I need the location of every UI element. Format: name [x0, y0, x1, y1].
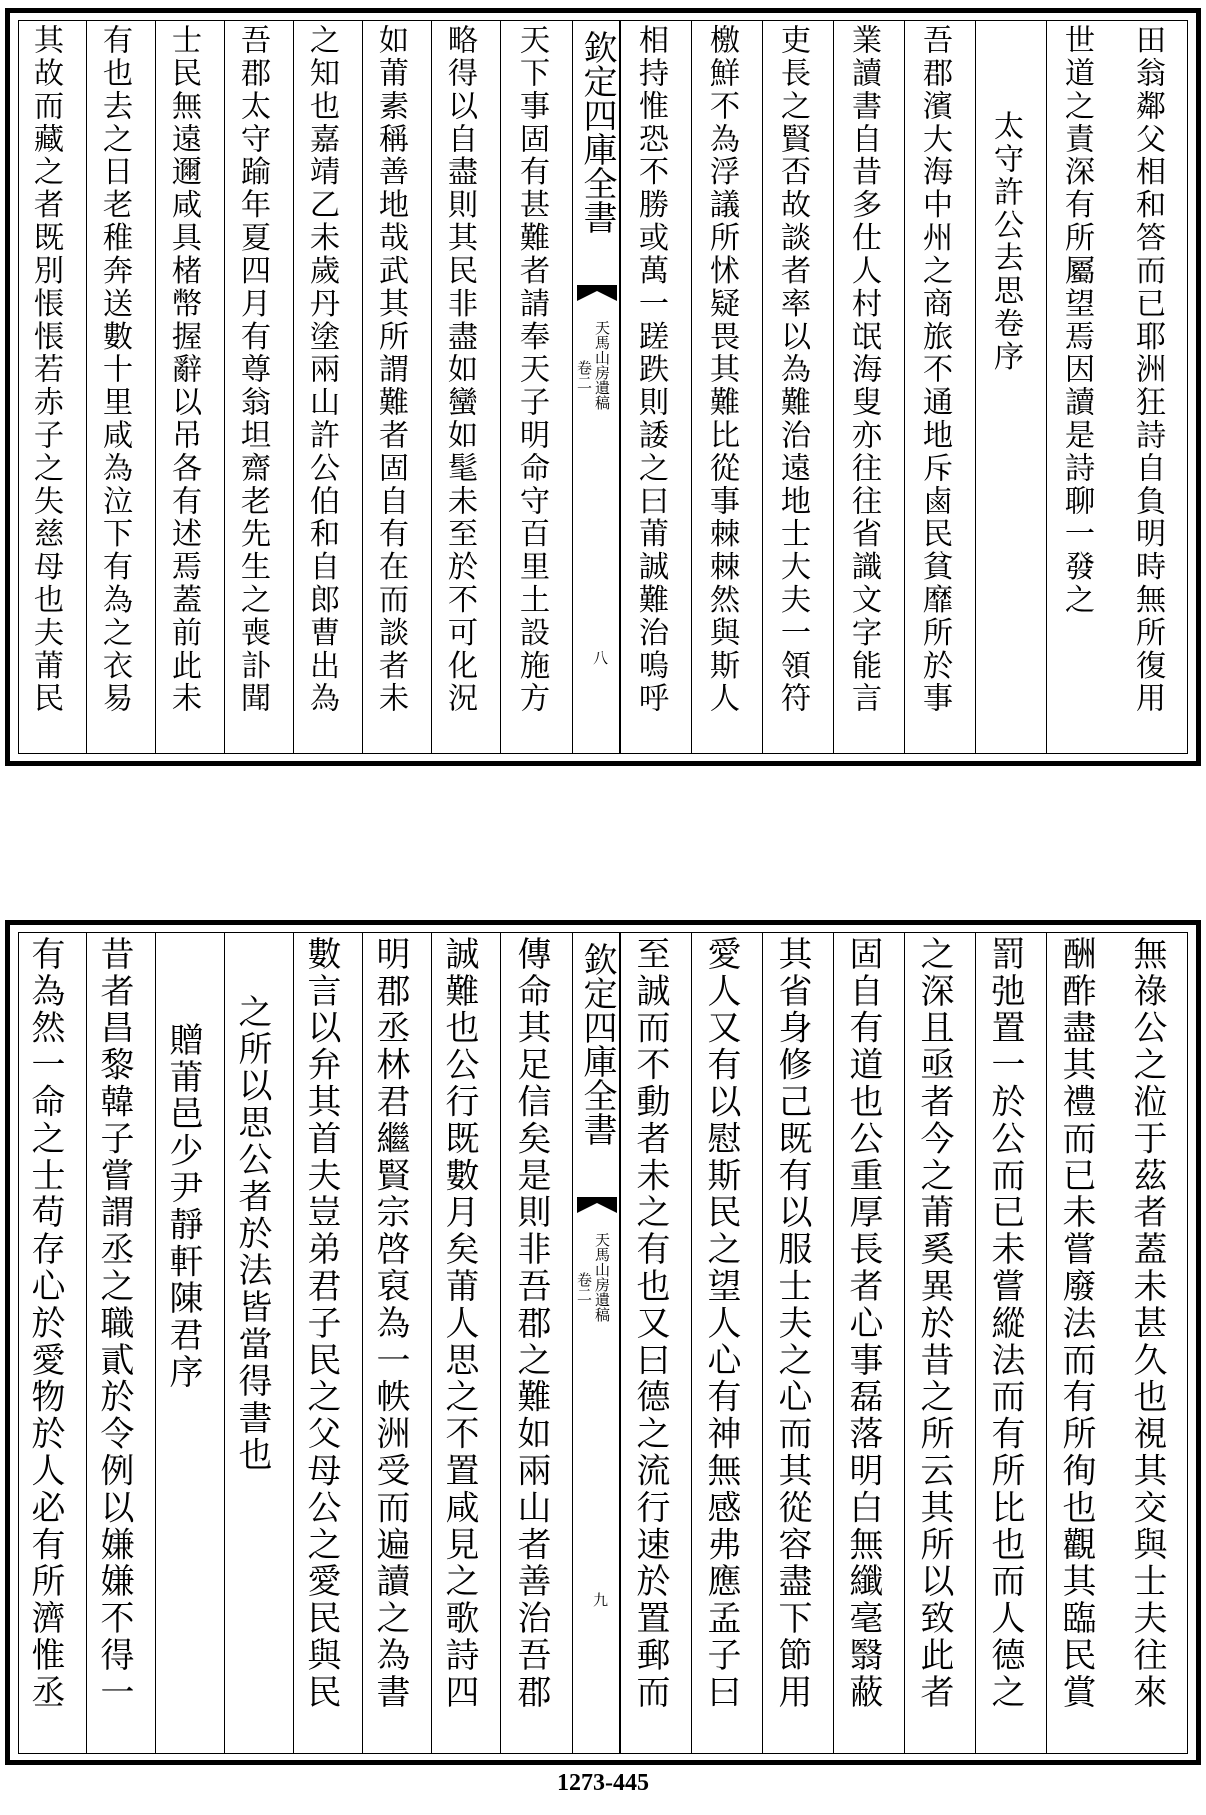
bottom-center-fold	[572, 932, 620, 1754]
bottom-center-page: 九	[591, 1592, 609, 1607]
top-col-r1: 田翁鄰父相和答而已耶洲狂詩自負明時無所復用	[1130, 24, 1165, 715]
bottom-center-title: 欽定四庫全書	[577, 942, 617, 1146]
bottom-center-book: 天馬山房遺稿	[593, 1232, 611, 1322]
top-section-title: 太守許公去思卷序	[975, 20, 1046, 754]
top-col-l5: 吾郡太守踰年夏四月有尊翁坦齋老先生之喪訃聞	[224, 20, 293, 754]
top-col-r5: 業讀書自昔多仕人村氓海叟亦往往省識文字能言	[833, 20, 904, 754]
bottom-col-l7: 昔者昌黎韓子嘗謂丞之職貳於令例以嫌嫌不得一	[86, 932, 155, 1754]
top-center-volume: 卷二	[575, 360, 593, 390]
bottom-center-volume: 卷二	[575, 1272, 593, 1302]
bottom-col-r3: 罰弛置一於公而已未嘗縱法而有所比也而人德之	[975, 932, 1046, 1754]
bottom-col-l8: 有為然一命之士苟存心於愛物於人必有所濟惟丞	[18, 932, 86, 1754]
top-col-l8: 其故而藏之者既別悵悵若赤子之失慈母也夫莆民	[18, 20, 86, 754]
top-col-r2: 世道之責深有所屬望焉因讀是詩聊一發之	[1046, 20, 1117, 754]
bottom-col-r5: 固自有道也公重厚長者心事磊落明白無纖毫翳蔽	[833, 932, 904, 1754]
top-col-l4: 之知也嘉靖乙未歲丹塗兩山許公伯和自郎曹出為	[293, 20, 362, 754]
bottom-col-r1: 無祿公之涖于茲者蓋未甚久也視其交與士夫往來	[1127, 936, 1167, 1711]
top-center-title: 欽定四庫全書	[577, 30, 617, 234]
top-col-r7: 檄鮮不為浮議所怵疑畏其難比從事棘棘然與斯人	[691, 20, 762, 754]
bottom-col-l5: 之所以思公者於法皆當得書也	[224, 932, 293, 1754]
top-col-l7: 有也去之日老稚奔送數十里咸為泣下有為之衣易	[86, 20, 155, 754]
page-number-footer: 1273-445	[557, 1770, 649, 1796]
top-col-l1: 天下事固有甚難者請奉天子明命守百里土設施方	[500, 20, 572, 754]
bottom-col-r2: 酬酢盡其禮而已未嘗廢法而有所徇也觀其臨民賞	[1046, 932, 1117, 1754]
bottom-section-title: 贈莆邑少尹靜軒陳君序	[155, 932, 224, 1754]
top-col-l6: 士民無遠邇咸具楮幣握辭以吊各有述焉蓋前此未	[155, 20, 224, 754]
bottom-col-l2: 誠難也公行既數月矣莆人思之不置咸見之歌詩四	[431, 932, 500, 1754]
bottom-col-r4: 之深且亟者今之莆奚異於昔之所云其所以致此者	[904, 932, 975, 1754]
top-center-book: 天馬山房遺稿	[593, 320, 611, 410]
bottom-col-l1: 傳命其足信矣是則非吾郡之難如兩山者善治吾郡	[500, 932, 572, 1754]
bottom-col-l4: 數言以弁其首夫豈弟君子民之父母公之愛民與民	[293, 932, 362, 1754]
top-center-page: 八	[591, 650, 609, 665]
top-col-l3: 如莆素稱善地哉武其所謂難者固自有在而談者未	[362, 20, 431, 754]
top-col-r6: 吏長之賢否故談者率以為難治遠地士大夫一領符	[762, 20, 833, 754]
bottom-col-r8: 至誠而不動者未之有也又曰德之流行速於置郵而	[620, 932, 691, 1754]
bottom-col-r6: 其省身修己既有以服士夫之心而其從容盡下節用	[762, 932, 833, 1754]
bottom-fish-tail-icon	[577, 1197, 617, 1213]
top-col-r8: 相持惟恐不勝或萬一蹉跌則諉之曰莆誠難治嗚呼	[620, 20, 691, 754]
top-col-r4: 吾郡濱大海中州之商旅不通地斥鹵民貧靡所於事	[904, 20, 975, 754]
top-col-l2: 略得以自盡則其民非盡如蠻如髦未至於不可化況	[431, 20, 500, 754]
bottom-col-r7: 愛人又有以慰斯民之望人心有神無感弗應孟子曰	[691, 932, 762, 1754]
bottom-col-l3: 明郡丞林君繼賢宗啓裒為一帙洲受而遍讀之為書	[362, 932, 431, 1754]
